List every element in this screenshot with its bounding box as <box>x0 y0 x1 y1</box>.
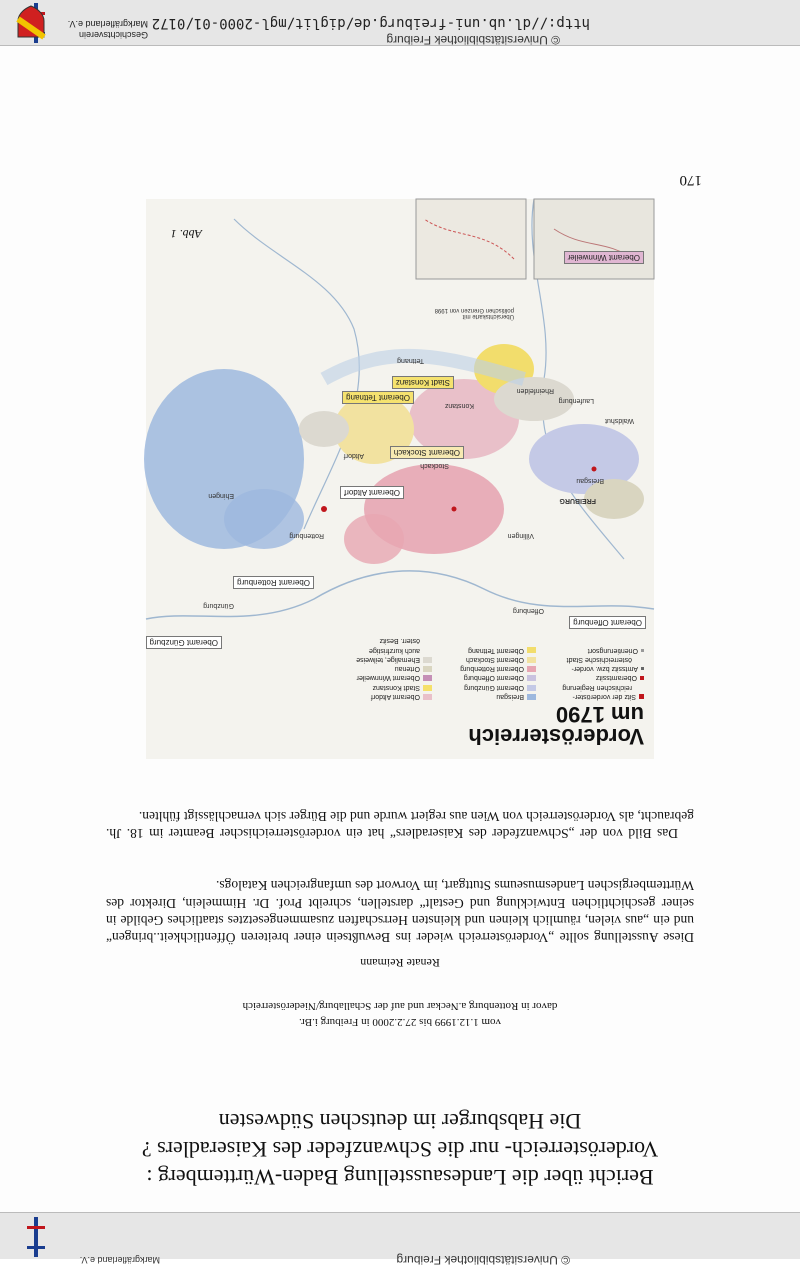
figure-label: Abb. 1 <box>170 227 202 241</box>
viewer-header-bar <box>0 0 800 46</box>
date-line: vom 1.12.1999 bis 27.2.2000 in Freiburg i.Br. <box>298 1016 502 1028</box>
legend-item: Oberamt Günzburg <box>464 683 524 691</box>
legend-item: Oberamt Stockach <box>466 655 524 663</box>
legend-item: reichischen Regierung <box>562 683 632 691</box>
map-town: Waldshut <box>605 417 634 424</box>
viewer-footer-bar <box>0 1212 800 1267</box>
map-town: Altdorf <box>343 452 364 459</box>
title-line-1: Bericht über die Landesausstellung Baden-Württemberg : <box>146 1165 654 1190</box>
society-line-1: Geschichtsverein <box>78 30 148 40</box>
legend-column-2 <box>460 645 536 701</box>
footer-society: Markgräflerland e.V. <box>79 1255 160 1265</box>
legend-item: Oberamt Altdorf <box>370 693 420 700</box>
university-logo-icon <box>24 1213 48 1259</box>
legend-item: Orientierungsort <box>587 646 638 654</box>
legend-column-1 <box>562 645 644 701</box>
society-line-2: Markgräflerland e.V. <box>67 19 148 29</box>
map-box-guenzburg: Oberamt Günzburg <box>146 636 222 649</box>
legend-item: Oberamt Offenburg <box>463 674 524 682</box>
society-crest-icon <box>16 5 46 39</box>
map-town: Konstanz <box>444 402 474 409</box>
venue-line: davor in Rottenburg a.Neckar und auf der Schallaburg/Niederösterreich <box>242 1000 558 1012</box>
footer-copyright: © Universitätsbibliothek Freiburg <box>396 1253 570 1267</box>
legend-item: Stadt Konstanz <box>372 683 420 691</box>
society-name <box>68 18 148 40</box>
map-town: Offenburg <box>512 607 544 614</box>
map-town: Laufenburg <box>558 397 594 404</box>
map-town: Günzburg <box>203 602 234 609</box>
author: Renate Reimann <box>360 956 440 970</box>
map-town: Ehingen <box>208 492 234 499</box>
map-town: Stockach <box>420 462 449 469</box>
header-copyright: © Universitätsbibliothek Freiburg <box>386 33 560 47</box>
map-box-rottenburg: Oberamt Rottenburg <box>233 576 314 589</box>
legend-item: österreichische Stadt <box>566 655 632 663</box>
legend-item: auch kurzfristige <box>369 646 420 654</box>
title-line-3: Die Habsburger im deutschen Südwesten <box>218 1109 582 1134</box>
legend-item: Oberamt Tettnang <box>468 646 524 654</box>
map-title <box>468 703 644 747</box>
legend-item: Oberamtssitz <box>595 674 637 682</box>
page-number: 170 <box>679 172 702 188</box>
paragraph-2: Das Bild von der „Schwanzfeder des Kaiseradlers“ hat ein vorderösterreichischer Beamter im 18. Jh. gebraucht, als Vorderösterreich von Wien aus regiert wurde und die Bürger sich vernachlässigt fühlten. <box>106 808 694 841</box>
map-box-offenburg: Oberamt Offenburg <box>569 616 646 629</box>
map-box-stockach: Oberamt Stockach <box>390 446 464 459</box>
map-town: FREIBURG <box>559 497 596 504</box>
legend-item: österr. Besitz <box>379 637 420 645</box>
title-line-2: Vorderösterreich- nur die Schwanzfeder des Kaiseradlers ? <box>141 1137 659 1162</box>
map-box-konstanz: Stadt Konstanz <box>392 376 454 389</box>
legend-item: Sitz der vorderöster- <box>572 693 636 700</box>
legend-item: Amtssitz bzw. vorder- <box>571 665 638 673</box>
legend-item: Ortenau <box>394 665 420 673</box>
map-town: Tettnang <box>397 357 424 364</box>
map-box-altdorf: Oberamt Altdorf <box>340 486 404 499</box>
paragraph-1: Diese Ausstellung sollte „Vorderösterreich wieder ins Bewußtsein einer breiteren Öffentlichkeit..bringen“ und ein „aus vielen, räumlich kleinen und kleinsten Herrschaften zusammengesetztes staatliches Gebilde in seiner geschichtlichen Entwicklung und Gestalt“ darstellen, schreibt Prof. Dr. Himmelein, Direktor des Württembergischen Landesmuseums Stuttgart, im Vorwort des umfangreichen Katalogs. <box>106 878 694 945</box>
map-box-winnweiler: Oberamt Winnweiler <box>564 251 644 264</box>
map-town: Breisgau <box>576 477 604 484</box>
map-title-line-1: Vorderösterreich <box>468 724 644 749</box>
map-box-tettnang: Oberamt Tettnang <box>342 391 414 404</box>
legend-item: Breisgau <box>496 693 524 700</box>
legend-item: Oberamt Rottenburg <box>460 665 524 673</box>
map-inset-caption: Übersichtskarte mit politischen Grenzen von 1998 <box>434 307 514 319</box>
map-town: Rheinfelden <box>516 387 554 394</box>
map-town: Villingen <box>507 532 534 539</box>
legend-column-3 <box>356 636 432 701</box>
map-title-line-2: um 1790 <box>555 702 644 727</box>
historical-map <box>146 199 654 759</box>
legend-item: Oberamt Winnweiler <box>356 674 420 682</box>
map-town: Rottenburg <box>289 532 324 539</box>
legend-item: Ehemalige, teilweise <box>356 655 420 663</box>
document-url[interactable]: http://dl.ub.uni-freiburg.de/diglit/mgl-2000-01/0172 <box>151 15 590 31</box>
